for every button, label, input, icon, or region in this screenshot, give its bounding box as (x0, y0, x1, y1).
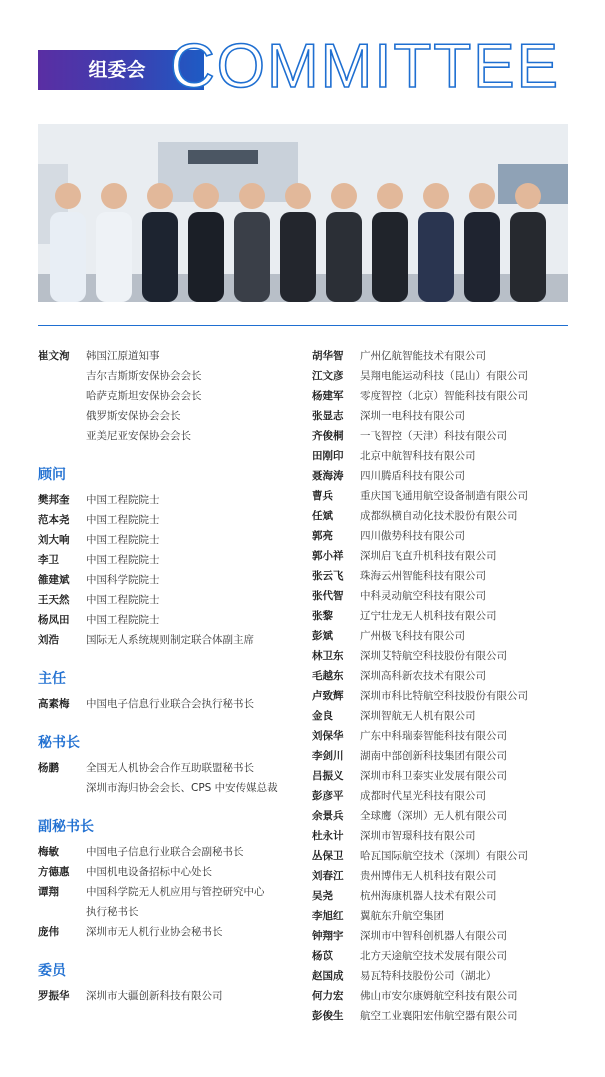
person-figure (142, 212, 178, 302)
member-organization: 中国科学院无人机应用与管控研究中心 (86, 886, 265, 898)
member-organization: 四川腾盾科技有限公司 (360, 470, 465, 482)
person-figure (280, 212, 316, 302)
member-organization: 佛山市安尔康姆航空科技有限公司 (360, 990, 518, 1002)
member-name: 庞伟 (38, 926, 59, 938)
member-row (312, 546, 582, 566)
person-figure (510, 212, 546, 302)
member-name: 林卫东 (312, 650, 344, 662)
role-heading: 顾问 (38, 467, 66, 483)
member-row (38, 610, 308, 630)
role-heading: 委员 (38, 963, 66, 979)
member-row (38, 366, 308, 386)
member-row (312, 406, 582, 426)
person-head (515, 183, 541, 209)
person-figure (188, 212, 224, 302)
person-figure (234, 212, 270, 302)
member-organization: 深圳高科新农技术有限公司 (360, 670, 486, 682)
member-name: 杨凤田 (38, 614, 70, 626)
member-row (38, 630, 308, 650)
member-row (312, 606, 582, 626)
member-row (312, 386, 582, 406)
member-organization: 中国机电设备招标中心处长 (86, 866, 212, 878)
member-name: 刘大响 (38, 534, 70, 546)
member-name: 谭翔 (38, 886, 59, 898)
page-header (0, 0, 605, 110)
person-head (377, 183, 403, 209)
person-figure (464, 212, 500, 302)
person-head (147, 183, 173, 209)
member-row (312, 986, 582, 1006)
member-organization: 中国工程院院士 (86, 514, 160, 526)
committee-column-left (38, 346, 308, 1006)
person-head (285, 183, 311, 209)
group-photo-illustration (38, 124, 568, 302)
member-name: 刘浩 (38, 634, 59, 646)
member-organization: 深圳一电科技有限公司 (360, 410, 465, 422)
member-row (312, 806, 582, 826)
person-head (101, 183, 127, 209)
member-row (312, 346, 582, 366)
member-organization: 广州极飞科技有限公司 (360, 630, 465, 642)
member-name: 赵国成 (312, 970, 344, 982)
person-head (55, 183, 81, 209)
group-photo (38, 124, 568, 302)
member-row (38, 862, 308, 882)
member-name: 吕振义 (312, 770, 344, 782)
person-head (193, 183, 219, 209)
member-row (312, 746, 582, 766)
member-name: 钟翔宇 (312, 930, 344, 942)
person-figure (326, 212, 362, 302)
member-organization: 四川傲势科技有限公司 (360, 530, 465, 542)
member-organization: 广东中科瑞泰智能科技有限公司 (360, 730, 507, 742)
member-row (312, 866, 582, 886)
member-row (38, 406, 308, 426)
section-title-en: COMMITTEE (170, 32, 560, 101)
member-row (312, 906, 582, 926)
member-name: 彭斌 (312, 630, 333, 642)
member-name: 曹兵 (312, 490, 333, 502)
member-name: 毛越东 (312, 670, 344, 682)
member-row (38, 426, 308, 446)
member-name: 郭小祥 (312, 550, 344, 562)
member-row (312, 426, 582, 446)
member-name (38, 386, 86, 406)
member-organization: 深圳市大疆创新科技有限公司 (86, 990, 223, 1002)
member-organization: 成都纵横自动化技术股份有限公司 (360, 510, 518, 522)
member-organization: 深圳启飞直升机科技有限公司 (360, 550, 497, 562)
member-name: 齐俊桐 (312, 430, 344, 442)
member-organization: 中国工程院院士 (86, 494, 160, 506)
member-name: 杜永计 (312, 830, 344, 842)
member-name: 吴尧 (312, 890, 333, 902)
person-figure (50, 212, 86, 302)
member-row (312, 846, 582, 866)
member-name: 方德惠 (38, 866, 70, 878)
member-row (38, 882, 308, 902)
member-organization: 国际无人系统规则制定联合体副主席 (86, 634, 254, 646)
person-head (239, 183, 265, 209)
member-name: 刘保华 (312, 730, 344, 742)
member-name: 罗振华 (38, 990, 70, 1002)
member-organization: 中国工程院院士 (86, 594, 160, 606)
member-name: 聂海涛 (312, 470, 344, 482)
section-title-cn: 组委会 (88, 59, 146, 81)
member-row (38, 510, 308, 530)
member-row (312, 826, 582, 846)
member-organization: 湖南中部创新科技集团有限公司 (360, 750, 507, 762)
member-organization: 一飞智控（天津）科技有限公司 (360, 430, 507, 442)
member-row (38, 490, 308, 510)
member-name: 高素梅 (38, 698, 70, 710)
member-row (312, 646, 582, 666)
member-row (312, 506, 582, 526)
role-heading: 副秘书长 (38, 819, 94, 835)
member-name: 江文彦 (312, 370, 344, 382)
member-name: 何力宏 (312, 990, 344, 1002)
member-organization: 中国电子信息行业联合会执行秘书长 (86, 698, 254, 710)
member-organization: 韩国江原道知事 (86, 350, 160, 362)
member-name: 胡华智 (312, 350, 344, 362)
member-organization: 深圳市海归协会会长、CPS 中安传媒总裁 (86, 782, 278, 794)
member-name: 杨建军 (312, 390, 344, 402)
member-name: 杨苡 (312, 950, 333, 962)
member-organization: 中国工程院院士 (86, 534, 160, 546)
person-figure (372, 212, 408, 302)
member-organization: 中国工程院院士 (86, 614, 160, 626)
member-row (38, 530, 308, 550)
member-organization: 哈萨克斯坦安保协会会长 (86, 390, 202, 402)
member-row (312, 446, 582, 466)
member-row (38, 842, 308, 862)
member-name: 李剑川 (312, 750, 344, 762)
member-row (312, 566, 582, 586)
member-name: 李卫 (38, 554, 59, 566)
member-row (312, 586, 582, 606)
member-organization: 杭州海康机器人技术有限公司 (360, 890, 497, 902)
member-organization: 珠海云州智能科技有限公司 (360, 570, 486, 582)
member-row (312, 706, 582, 726)
member-organization: 贵州博伟无人机科技有限公司 (360, 870, 497, 882)
member-name: 余景兵 (312, 810, 344, 822)
member-organization: 全球鹰（深圳）无人机有限公司 (360, 810, 507, 822)
member-organization: 深圳市科卫泰实业发展有限公司 (360, 770, 507, 782)
member-row (38, 346, 308, 366)
member-organization: 翼航东升航空集团 (360, 910, 444, 922)
member-row (312, 926, 582, 946)
member-name: 张代智 (312, 590, 344, 602)
member-organization: 北京中航智科技有限公司 (360, 450, 476, 462)
member-name: 范本尧 (38, 514, 70, 526)
member-name: 杨鹏 (38, 762, 59, 774)
committee-column-right (312, 346, 582, 1026)
divider-line (38, 325, 568, 326)
member-row (312, 766, 582, 786)
member-organization: 成都时代星光科技有限公司 (360, 790, 486, 802)
member-row (312, 946, 582, 966)
member-row (38, 902, 308, 922)
member-row (312, 786, 582, 806)
member-name: 雒建斌 (38, 574, 70, 586)
member-organization: 俄罗斯安保协会会长 (86, 410, 181, 422)
role-heading: 主任 (38, 671, 66, 687)
member-organization: 吉尔吉斯斯安保协会会长 (86, 370, 202, 382)
member-organization: 易瓦特科技股份公司（湖北） (360, 970, 497, 982)
member-row (312, 686, 582, 706)
member-name: 丛保卫 (312, 850, 344, 862)
person-head (469, 183, 495, 209)
member-row (312, 626, 582, 646)
member-organization: 哈瓦国际航空技术（深圳）有限公司 (360, 850, 528, 862)
member-organization: 辽宁壮龙无人机科技有限公司 (360, 610, 497, 622)
member-organization: 重庆国飞通用航空设备制造有限公司 (360, 490, 528, 502)
member-name: 张黎 (312, 610, 333, 622)
person-figure (418, 212, 454, 302)
member-organization: 中科灵动航空科技有限公司 (360, 590, 486, 602)
person-head (331, 183, 357, 209)
member-organization: 零度智控（北京）智能科技有限公司 (360, 390, 528, 402)
member-row (38, 590, 308, 610)
member-name (38, 778, 86, 798)
member-organization: 亚美尼亚安保协会会长 (86, 430, 191, 442)
member-row (312, 486, 582, 506)
member-name: 张显志 (312, 410, 344, 422)
member-row (312, 966, 582, 986)
member-row (312, 466, 582, 486)
member-row (312, 666, 582, 686)
member-organization: 全国无人机协会合作互助联盟秘书长 (86, 762, 254, 774)
member-organization: 深圳艾特航空科技股份有限公司 (360, 650, 507, 662)
member-organization: 中国工程院院士 (86, 554, 160, 566)
member-organization: 昊翔电能运动科技（昆山）有限公司 (360, 370, 528, 382)
member-name: 崔文洵 (38, 350, 70, 362)
member-row (312, 526, 582, 546)
member-organization: 执行秘书长 (86, 906, 139, 918)
member-name (38, 426, 86, 446)
member-name (38, 406, 86, 426)
member-name: 王天然 (38, 594, 70, 606)
member-row (38, 778, 308, 798)
member-organization: 深圳市无人机行业协会秘书长 (86, 926, 223, 938)
member-organization: 深圳市科比特航空科技股份有限公司 (360, 690, 528, 702)
person-head (423, 183, 449, 209)
member-row (38, 570, 308, 590)
member-name (38, 366, 86, 386)
role-heading: 秘书长 (38, 735, 80, 751)
member-row (38, 986, 308, 1006)
member-name: 田刚印 (312, 450, 344, 462)
member-name: 卢致辉 (312, 690, 344, 702)
member-organization: 广州亿航智能技术有限公司 (360, 350, 486, 362)
member-organization: 深圳市智璟科技有限公司 (360, 830, 476, 842)
member-row (312, 366, 582, 386)
member-organization: 北方天途航空技术发展有限公司 (360, 950, 507, 962)
person-figure (96, 212, 132, 302)
member-row (312, 726, 582, 746)
member-name: 金良 (312, 710, 333, 722)
member-organization: 中国科学院院士 (86, 574, 160, 586)
member-name: 梅敏 (38, 846, 59, 858)
member-name: 彭彦平 (312, 790, 344, 802)
member-organization: 深圳市中智科创机器人有限公司 (360, 930, 507, 942)
member-row (38, 550, 308, 570)
member-name: 樊邦奎 (38, 494, 70, 506)
member-row (38, 386, 308, 406)
member-row (38, 694, 308, 714)
member-row (312, 1006, 582, 1026)
member-name: 张云飞 (312, 570, 344, 582)
member-row (312, 886, 582, 906)
member-row (38, 758, 308, 778)
member-name: 任斌 (312, 510, 333, 522)
member-name: 郭亮 (312, 530, 333, 542)
member-name: 彭俊生 (312, 1010, 344, 1022)
member-name: 刘春江 (312, 870, 344, 882)
member-organization: 中国电子信息行业联合会副秘书长 (86, 846, 244, 858)
member-name: 李旭红 (312, 910, 344, 922)
member-row (38, 922, 308, 942)
member-organization: 深圳智航无人机有限公司 (360, 710, 476, 722)
member-organization: 航空工业襄阳宏伟航空器有限公司 (360, 1010, 518, 1022)
member-name (38, 902, 86, 922)
